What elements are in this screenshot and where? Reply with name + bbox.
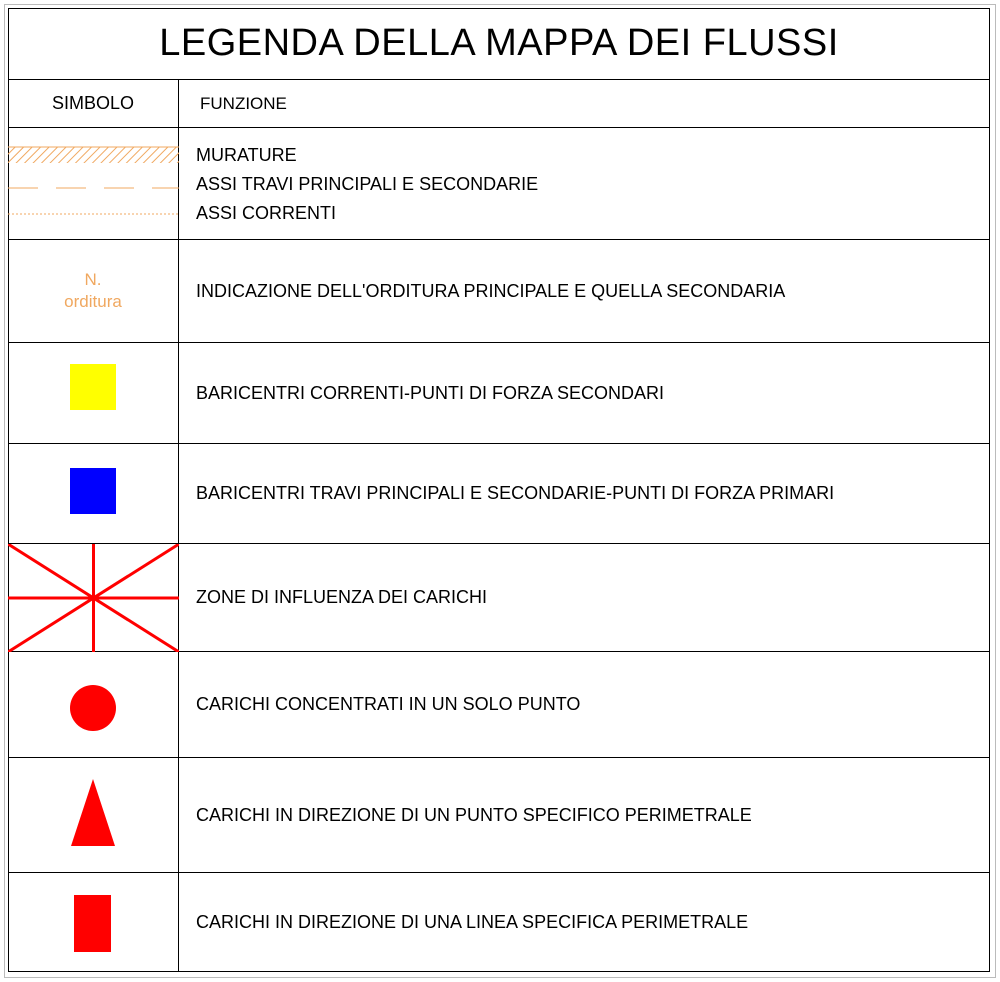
- orditura-symbol-line2: orditura: [64, 292, 122, 311]
- function-text-assi-travi: ASSI TRAVI PRINCIPALI E SECONDARIE: [196, 173, 539, 194]
- function-text-assi-correnti: ASSI CORRENTI: [196, 202, 337, 223]
- header-symbol-label: SIMBOLO: [8, 80, 179, 127]
- symbol-cell: [8, 544, 179, 651]
- legend-row-orditura: [8, 240, 990, 343]
- symbol-cell: [8, 240, 179, 342]
- function-text: CARICHI IN DIREZIONE DI UNA LINEA SPECIFICA PERIMETRALE: [196, 912, 749, 932]
- legend-title: LEGENDA DELLA MAPPA DEI FLUSSI: [8, 8, 990, 80]
- function-text-murature: MURATURE: [196, 144, 297, 165]
- red-triangle-icon: [8, 758, 179, 873]
- legend-row-blue-square: [8, 444, 990, 544]
- symbol-cell: [8, 873, 179, 972]
- legend-row-masonry: [8, 128, 990, 240]
- yellow-square-icon: [8, 343, 179, 444]
- symbol-cell: [8, 758, 179, 872]
- legend-row-yellow-square: [8, 343, 990, 444]
- symbol-cell: [8, 444, 179, 543]
- symbol-cell: [8, 343, 179, 443]
- function-text: ZONE DI INFLUENZA DEI CARICHI: [196, 587, 488, 607]
- function-text: INDICAZIONE DELL'ORDITURA PRINCIPALE E QUELLA SECONDARIA: [196, 280, 786, 301]
- legend-row-red-circle: [8, 652, 990, 758]
- function-text: CARICHI IN DIREZIONE DI UN PUNTO SPECIFICO PERIMETRALE: [196, 804, 752, 825]
- influence-star-icon: [8, 544, 179, 652]
- red-rectangle-icon: [8, 873, 179, 972]
- function-cell: [196, 128, 984, 239]
- masonry-hatch: [8, 147, 179, 163]
- legend-row-red-rectangle: [8, 873, 990, 972]
- legend-row-red-triangle: [8, 758, 990, 873]
- orditura-symbol: [64, 269, 122, 313]
- function-text: BARICENTRI CORRENTI-PUNTI DI FORZA SECONDARI: [196, 382, 665, 403]
- symbol-cell: [8, 652, 179, 757]
- symbol-cell: [8, 128, 179, 239]
- legend-row-influence-zones: [8, 544, 990, 652]
- red-circle-icon: [8, 652, 179, 758]
- header-row: [8, 80, 990, 128]
- orditura-symbol-line1: N.: [84, 270, 102, 289]
- masonry-hatch-icon: [8, 128, 179, 240]
- function-text: BARICENTRI TRAVI PRINCIPALI E SECONDARIE-PUNTI DI FORZA PRIMARI: [196, 483, 835, 503]
- blue-square-icon: [8, 444, 179, 544]
- header-function-label: FUNZIONE: [200, 93, 287, 113]
- function-text: CARICHI CONCENTRATI IN UN SOLO PUNTO: [196, 694, 581, 714]
